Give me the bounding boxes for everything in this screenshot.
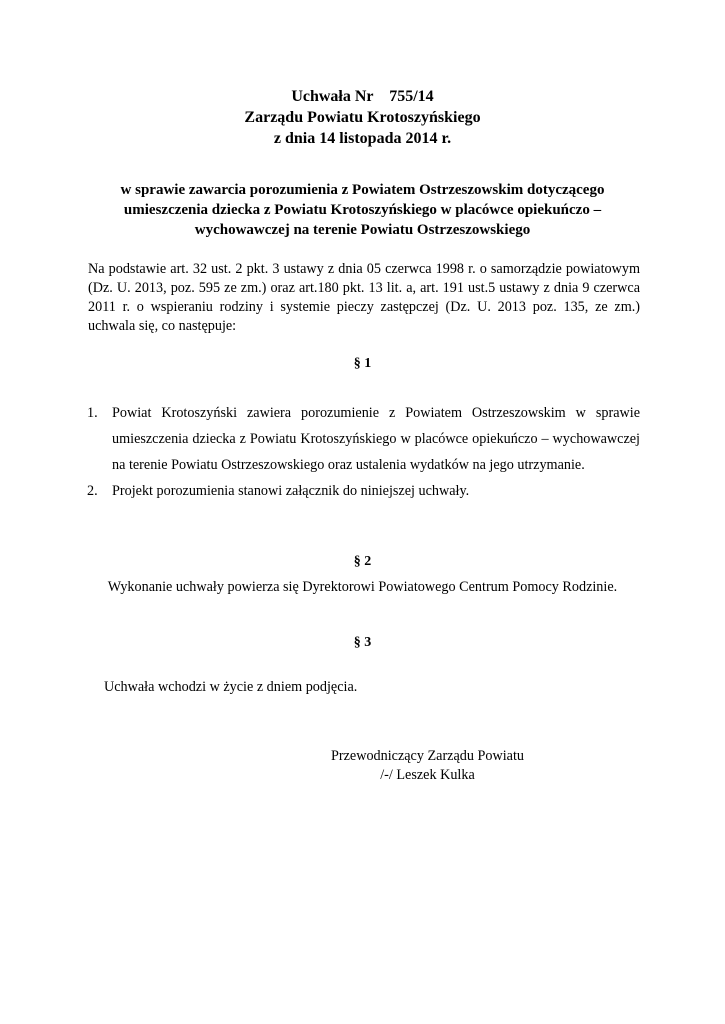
signatory-name: /-/ Leszek Kulka xyxy=(380,767,475,783)
section-1-heading: § 1 xyxy=(353,356,372,371)
section-1-list xyxy=(80,400,640,504)
signature-block xyxy=(300,747,555,785)
resolution-date: z dnia 14 listopada 2014 r. xyxy=(273,130,452,147)
resolution-title xyxy=(0,86,725,149)
resolution-number: Uchwała Nr 755/14 xyxy=(291,88,434,105)
list-item-number: 1. xyxy=(87,405,98,421)
legal-basis: Na podstawie art. 32 ust. 2 pkt. 3 ustawy z dnia 05 czerwca 1998 r. o samorządzie powiatowym (Dz. U. 2013, poz. 595 ze zm.) oraz art.180 pkt. 13 lit. a, art. 191 ust.5 ustawy z dnia 9 czerwca 2011 r. o wspieraniu rodziny i systemie pieczy zastępczej (Dz. U. 2013 poz. 135, ze zm.) uchwala się, co następuje: xyxy=(88,261,640,334)
list-item xyxy=(80,400,640,478)
resolution-subject: w sprawie zawarcia porozumienia z Powiatem Ostrzeszowskim dotyczącego umieszczenia dziecka z Powiatu Krotoszyńskiego w placówce opiekuńczo – wychowawczej na terenie Powiatu Ostrzeszowskiego xyxy=(120,182,605,238)
section-3-text: Uchwała wchodzi w życie z dniem podjęcia. xyxy=(104,679,358,695)
list-item-text: Powiat Krotoszyński zawiera porozumienie z Powiatem Ostrzeszowskim w sprawie umieszczenia dziecka z Powiatu Krotoszyńskiego w placówce opiekuńczo – wychowawczej na terenie Powiatu Ostrzeszowskiego oraz ustalenia wydatków na jego utrzymanie. xyxy=(112,405,640,473)
section-2-text: Wykonanie uchwały powierza się Dyrektorowi Powiatowego Centrum Pomocy Rodzinie. xyxy=(107,579,618,595)
issuing-body: Zarządu Powiatu Krotoszyńskiego xyxy=(244,109,481,126)
list-item-number: 2. xyxy=(87,483,98,499)
list-item xyxy=(80,478,640,504)
signatory-role: Przewodniczący Zarządu Powiatu xyxy=(330,748,525,764)
section-2-heading: § 2 xyxy=(353,554,372,569)
section-3-heading: § 3 xyxy=(353,635,372,650)
list-item-text: Projekt porozumienia stanowi załącznik do niniejszej uchwały. xyxy=(112,483,470,499)
